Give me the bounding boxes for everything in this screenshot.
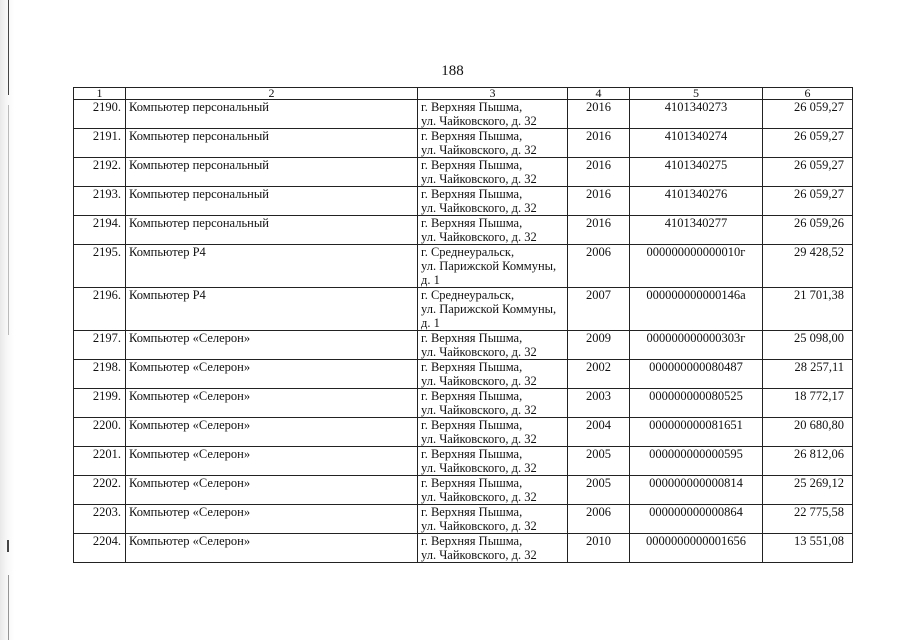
row-number: 2194. xyxy=(74,216,126,245)
address-line: ул. Чайковского, д. 32 xyxy=(421,114,537,128)
address-line: ул. Чайковского, д. 32 xyxy=(421,432,537,446)
column-header: 5 xyxy=(630,88,763,100)
item-address xyxy=(418,216,568,245)
inventory-code: 000000000080487 xyxy=(630,360,763,389)
address-line: ул. Парижской Коммуны, xyxy=(421,302,557,316)
item-address xyxy=(418,389,568,418)
address-line: ул. Парижской Коммуны, xyxy=(421,259,557,273)
column-header: 3 xyxy=(418,88,568,100)
item-year: 2005 xyxy=(568,447,630,476)
row-number: 2204. xyxy=(74,534,126,563)
item-amount: 18 772,17 xyxy=(763,389,853,418)
item-name: Компьютер персональный xyxy=(126,216,418,245)
address-line: г. Верхняя Пышма, xyxy=(421,505,523,519)
address-line: ул. Чайковского, д. 32 xyxy=(421,461,537,475)
table-row xyxy=(74,476,853,505)
address-line: г. Верхняя Пышма, xyxy=(421,447,523,461)
address-line: г. Верхняя Пышма, xyxy=(421,418,523,432)
address-line: г. Верхняя Пышма, xyxy=(421,534,523,548)
item-amount: 29 428,52 xyxy=(763,245,853,288)
address-line: ул. Чайковского, д. 32 xyxy=(421,490,537,504)
table-row xyxy=(74,534,853,563)
table-row xyxy=(74,505,853,534)
item-address xyxy=(418,288,568,331)
inventory-code: 000000000000303г xyxy=(630,331,763,360)
item-address xyxy=(418,158,568,187)
item-amount: 28 257,11 xyxy=(763,360,853,389)
item-name: Компьютер «Селерон» xyxy=(126,360,418,389)
table-row xyxy=(74,245,853,288)
item-address xyxy=(418,331,568,360)
item-amount: 26 059,27 xyxy=(763,158,853,187)
address-line: г. Среднеуральск, xyxy=(421,288,515,302)
row-number: 2200. xyxy=(74,418,126,447)
item-amount: 25 269,12 xyxy=(763,476,853,505)
address-line: ул. Чайковского, д. 32 xyxy=(421,172,537,186)
table-row xyxy=(74,187,853,216)
item-address xyxy=(418,360,568,389)
item-name: Компьютер «Селерон» xyxy=(126,447,418,476)
item-year: 2002 xyxy=(568,360,630,389)
table-row xyxy=(74,158,853,187)
item-amount: 21 701,38 xyxy=(763,288,853,331)
item-name: Компьютер персональный xyxy=(126,187,418,216)
item-amount: 22 775,58 xyxy=(763,505,853,534)
table-row xyxy=(74,331,853,360)
inventory-code: 4101340273 xyxy=(630,100,763,129)
item-name: Компьютер персональный xyxy=(126,158,418,187)
item-name: Компьютер «Селерон» xyxy=(126,331,418,360)
item-amount: 26 059,27 xyxy=(763,187,853,216)
item-year: 2006 xyxy=(568,245,630,288)
address-line: г. Верхняя Пышма, xyxy=(421,158,523,172)
row-number: 2203. xyxy=(74,505,126,534)
page-number: 188 xyxy=(441,63,464,79)
address-line: ул. Чайковского, д. 32 xyxy=(421,403,537,417)
row-number: 2196. xyxy=(74,288,126,331)
item-address xyxy=(418,505,568,534)
item-name: Компьютер «Селерон» xyxy=(126,534,418,563)
address-line: г. Среднеуральск, xyxy=(421,245,515,259)
address-line: г. Верхняя Пышма, xyxy=(421,331,523,345)
item-amount: 20 680,80 xyxy=(763,418,853,447)
item-year: 2016 xyxy=(568,187,630,216)
item-name: Компьютер Р4 xyxy=(126,245,418,288)
item-year: 2003 xyxy=(568,389,630,418)
item-year: 2007 xyxy=(568,288,630,331)
address-line: ул. Чайковского, д. 32 xyxy=(421,548,537,562)
inventory-code: 4101340277 xyxy=(630,216,763,245)
row-number: 2202. xyxy=(74,476,126,505)
item-address xyxy=(418,187,568,216)
inventory-code: 000000000000595 xyxy=(630,447,763,476)
item-address xyxy=(418,447,568,476)
table-row xyxy=(74,389,853,418)
inventory-code: 4101340275 xyxy=(630,158,763,187)
address-line: ул. Чайковского, д. 32 xyxy=(421,519,537,533)
row-number: 2193. xyxy=(74,187,126,216)
item-address xyxy=(418,418,568,447)
item-amount: 26 059,27 xyxy=(763,100,853,129)
item-name: Компьютер Р4 xyxy=(126,288,418,331)
item-amount: 26 059,27 xyxy=(763,129,853,158)
inventory-code: 4101340274 xyxy=(630,129,763,158)
column-header: 2 xyxy=(126,88,418,100)
address-line: д. 1 xyxy=(421,273,440,287)
item-year: 2016 xyxy=(568,129,630,158)
scan-edge-mark xyxy=(8,0,9,95)
address-line: ул. Чайковского, д. 32 xyxy=(421,345,537,359)
inventory-table xyxy=(73,87,853,563)
item-name: Компьютер персональный xyxy=(126,129,418,158)
address-line: г. Верхняя Пышма, xyxy=(421,476,523,490)
table-row xyxy=(74,100,853,129)
inventory-code: 000000000080525 xyxy=(630,389,763,418)
table-header-row xyxy=(74,88,853,100)
column-header: 1 xyxy=(74,88,126,100)
address-line: г. Верхняя Пышма, xyxy=(421,389,523,403)
row-number: 2195. xyxy=(74,245,126,288)
item-address xyxy=(418,129,568,158)
item-amount: 26 059,26 xyxy=(763,216,853,245)
address-line: ул. Чайковского, д. 32 xyxy=(421,201,537,215)
address-line: ул. Чайковского, д. 32 xyxy=(421,230,537,244)
item-amount: 25 098,00 xyxy=(763,331,853,360)
row-number: 2198. xyxy=(74,360,126,389)
address-line: г. Верхняя Пышма, xyxy=(421,100,523,114)
item-address xyxy=(418,100,568,129)
item-year: 2009 xyxy=(568,331,630,360)
address-line: г. Верхняя Пышма, xyxy=(421,216,523,230)
scan-edge xyxy=(0,0,14,640)
item-address xyxy=(418,476,568,505)
row-number: 2190. xyxy=(74,100,126,129)
address-line: г. Верхняя Пышма, xyxy=(421,129,523,143)
table-row xyxy=(74,447,853,476)
item-name: Компьютер «Селерон» xyxy=(126,476,418,505)
item-year: 2006 xyxy=(568,505,630,534)
row-number: 2197. xyxy=(74,331,126,360)
item-address xyxy=(418,534,568,563)
item-name: Компьютер «Селерон» xyxy=(126,505,418,534)
item-year: 2016 xyxy=(568,100,630,129)
column-header: 6 xyxy=(763,88,853,100)
row-number: 2191. xyxy=(74,129,126,158)
item-amount: 13 551,08 xyxy=(763,534,853,563)
inventory-code: 0000000000001656 xyxy=(630,534,763,563)
item-year: 2016 xyxy=(568,158,630,187)
scan-edge-mark xyxy=(8,575,9,640)
address-line: г. Верхняя Пышма, xyxy=(421,360,523,374)
table-row xyxy=(74,216,853,245)
inventory-code: 000000000000146а xyxy=(630,288,763,331)
inventory-code: 000000000000864 xyxy=(630,505,763,534)
table-row xyxy=(74,418,853,447)
item-year: 2010 xyxy=(568,534,630,563)
item-year: 2005 xyxy=(568,476,630,505)
row-number: 2192. xyxy=(74,158,126,187)
item-address xyxy=(418,245,568,288)
item-year: 2004 xyxy=(568,418,630,447)
inventory-code: 4101340276 xyxy=(630,187,763,216)
scan-edge-mark xyxy=(7,540,9,552)
item-amount: 26 812,06 xyxy=(763,447,853,476)
inventory-code: 000000000081651 xyxy=(630,418,763,447)
column-header: 4 xyxy=(568,88,630,100)
address-line: г. Верхняя Пышма, xyxy=(421,187,523,201)
address-line: д. 1 xyxy=(421,316,440,330)
inventory-code: 000000000000010г xyxy=(630,245,763,288)
item-name: Компьютер персональный xyxy=(126,100,418,129)
item-year: 2016 xyxy=(568,216,630,245)
address-line: ул. Чайковского, д. 32 xyxy=(421,143,537,157)
address-line: ул. Чайковского, д. 32 xyxy=(421,374,537,388)
scan-edge-mark xyxy=(8,105,9,335)
item-name: Компьютер «Селерон» xyxy=(126,418,418,447)
row-number: 2201. xyxy=(74,447,126,476)
row-number: 2199. xyxy=(74,389,126,418)
table-row xyxy=(74,288,853,331)
item-name: Компьютер «Селерон» xyxy=(126,389,418,418)
table-row xyxy=(74,360,853,389)
table-row xyxy=(74,129,853,158)
inventory-code: 000000000000814 xyxy=(630,476,763,505)
